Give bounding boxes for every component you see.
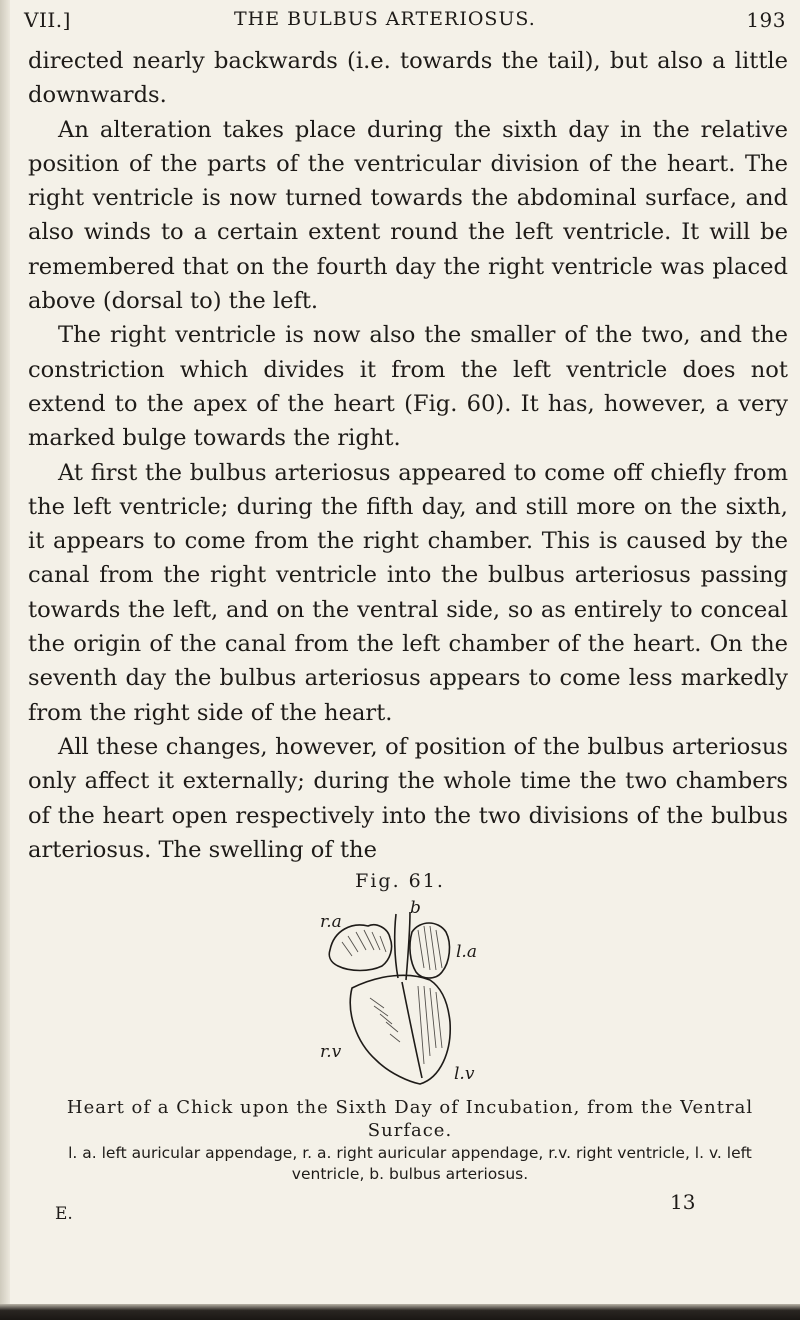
page-binding-edge [0, 0, 10, 1320]
signature-mark: E. [55, 1204, 73, 1224]
label-left-ventricle: l.v [454, 1064, 475, 1084]
chapter-marker: VII.] [24, 8, 71, 32]
page-bottom-edge [0, 1304, 800, 1320]
label-bulbus: b [410, 898, 421, 918]
paragraph: The right ventricle is now also the smaller of the two, and the constriction which divides it from the left ventricle does not extend to the apex of the heart (Fig. 60). It has, however, a very marked bulge towards the right. [28, 322, 788, 452]
heart-illustration [290, 898, 530, 1090]
figure-label: Fig. 61. [355, 870, 445, 892]
label-right-auricle: r.a [320, 912, 342, 932]
paragraph: directed nearly backwards (i.e. towards the tail), but also a little downwards. [28, 48, 788, 109]
running-title: THE BULBUS ARTERIOSUS. [234, 8, 536, 30]
figure-caption-title: Heart of a Chick upon the Sixth Day of Incubation, from the Ventral Surface. [66, 1097, 754, 1141]
paragraph: All these changes, however, of position of the bulbus arteriosus only affect it externally; during the whole time the two chambers of the heart open respectively into the two divisions of the bulbus arteriosus. The swelling of the [28, 733, 788, 863]
label-right-ventricle: r.v [320, 1042, 342, 1062]
paragraph: At first the bulbus arteriosus appeared to come off chiefly from the left ventricle; during the fifth day, and still more on the sixth, it appears to come from the right chamber. This is caused by the canal from the right ventricle into the bulbus arteriosus passing towards the left, and on the ventral side, so as entirely to conceal the origin of the canal from the left chamber of the heart. On the seventh day the bulbus arteriosus appears to come less markedly from the right side of the heart. [28, 459, 788, 726]
running-header [24, 4, 794, 40]
label-left-auricle: l.a [456, 942, 477, 962]
sheet-number: 13 [670, 1190, 696, 1214]
page-number: 193 [746, 8, 786, 32]
paragraph: An alteration takes place during the sixth day in the relative position of the parts of the ventricular division of the heart. The right ventricle is now turned towards the abdominal surface, and also winds to a certain extent round the left ventricle. It will be remembered that on the fourth day the right ventricle was placed above (dorsal to) the left. [28, 116, 788, 315]
body-text [28, 44, 788, 867]
figure-caption-legend: l. a. left auricular appendage, r. a. right auricular appendage, r.v. right ventricle, l. v. left ventricle, b. bulbus arteriosus. [68, 1144, 752, 1183]
